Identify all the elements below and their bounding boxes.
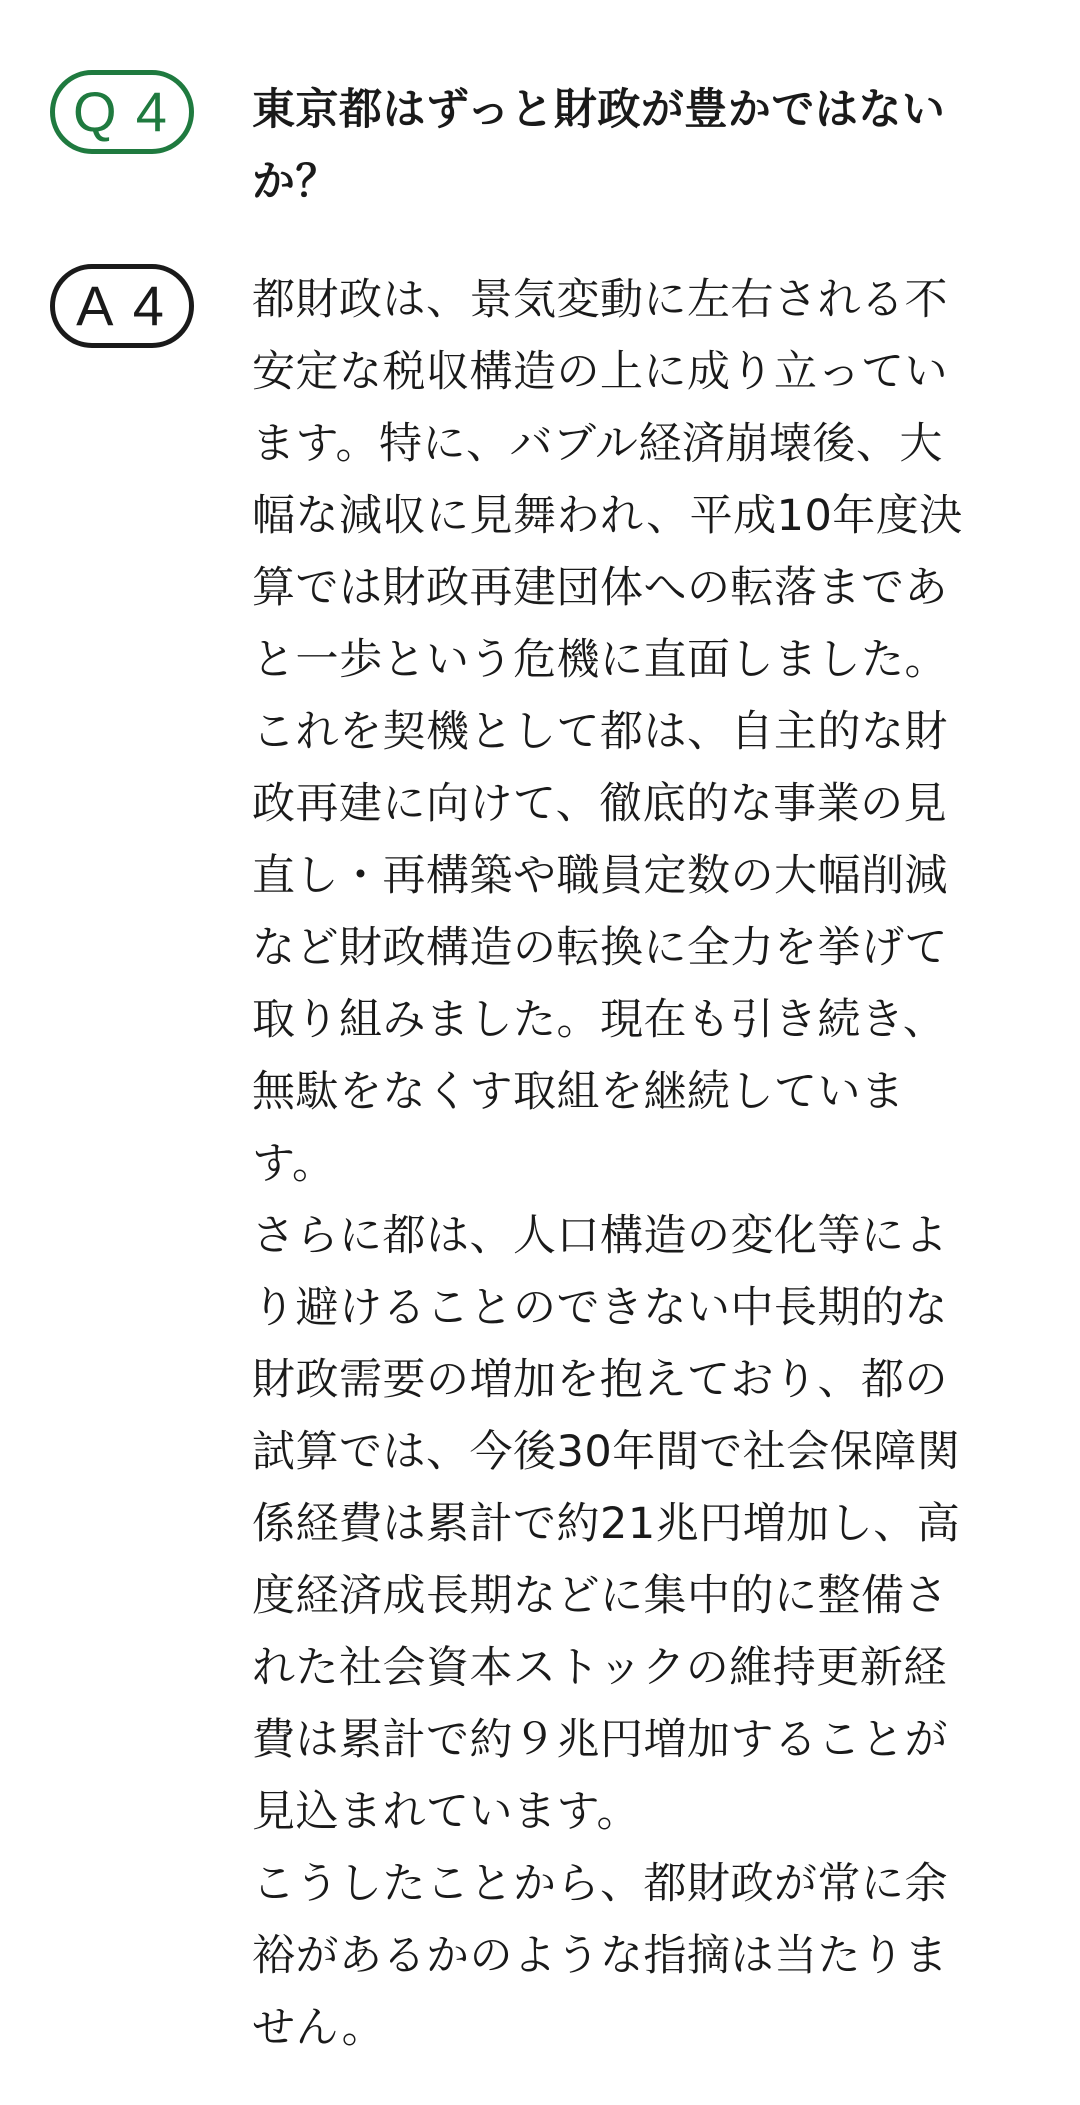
- answer-line: 係経費は累計で約21兆円増加し、高: [252, 1499, 961, 1549]
- answer-line: 裕があるかのような指摘は当たりま: [252, 1931, 948, 1981]
- question-text: [252, 74, 1042, 218]
- answer-line: さらに都は、人口構造の変化等によ: [252, 1211, 948, 1261]
- answer-line: ます。特に、バブル経済崩壊後、大: [252, 419, 943, 469]
- answer-line: など財政構造の転換に全力を挙げて: [252, 923, 948, 973]
- question-badge: Q 4: [50, 70, 194, 154]
- answer-line: と一歩という危機に直面しました。: [252, 635, 948, 685]
- answer-line: せん。: [252, 2003, 386, 2053]
- answer-line: り避けることのできない中長期的な: [252, 1283, 948, 1333]
- answer-line: 費は累計で約９兆円増加することが: [252, 1715, 948, 1765]
- answer-line: 都財政は、景気変動に左右される不: [252, 275, 948, 325]
- answer-line: 無駄をなくす取組を継続していま: [252, 1067, 905, 1117]
- question-line: 東京都はずっと財政が豊かではない: [252, 85, 946, 135]
- answer-line: 直し・再構築や職員定数の大幅削減: [252, 851, 948, 901]
- answer-text: [252, 264, 1042, 2064]
- answer-line: す。: [252, 1139, 336, 1189]
- answer-line: 見込まれています。: [252, 1787, 641, 1837]
- answer-line: 幅な減収に見舞われ、平成10年度決: [252, 491, 963, 541]
- answer-line: これを契機として都は、自主的な財: [252, 707, 948, 757]
- answer-line: 算では財政再建団体への転落まであ: [252, 563, 948, 613]
- answer-line: れた社会資本ストックの維持更新経: [252, 1643, 947, 1693]
- answer-line: 試算では、今後30年間で社会保障関: [252, 1427, 961, 1477]
- answer-line: 政再建に向けて、徹底的な事業の見: [252, 779, 948, 829]
- question-line: か？: [252, 157, 339, 207]
- answer-line: こうしたことから、都財政が常に余: [252, 1859, 948, 1909]
- answer-line: 財政需要の増加を抱えており、都の: [252, 1355, 948, 1405]
- answer-badge: A 4: [50, 264, 194, 348]
- answer-line: 安定な税収構造の上に成り立ってい: [252, 347, 948, 397]
- answer-line: 取り組みました。現在も引き続き、: [252, 995, 947, 1045]
- answer-line: 度経済成長期などに集中的に整備さ: [252, 1571, 948, 1621]
